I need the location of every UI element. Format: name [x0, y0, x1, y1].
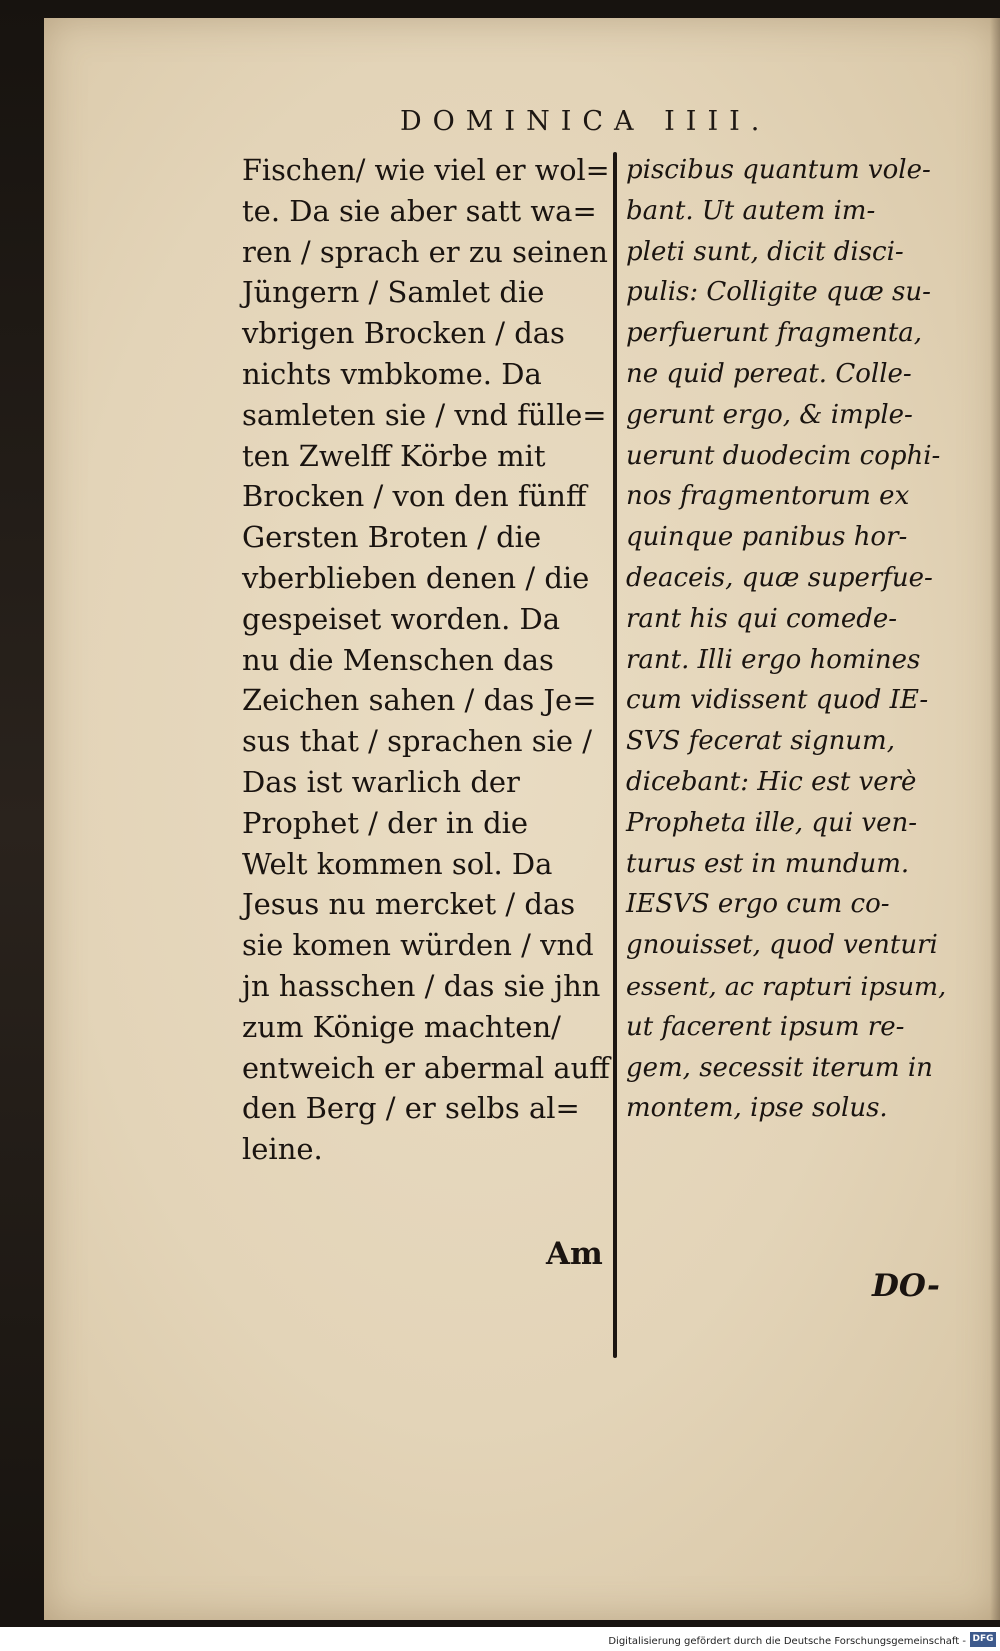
- page-edge-shadow: [990, 18, 1000, 1620]
- german-text-line: Das ist warlich der: [242, 764, 520, 799]
- latin-catchword: DO-: [872, 1268, 940, 1304]
- german-text-line: den Berg / er selbs al=: [242, 1091, 580, 1126]
- german-text-line: Jesus nu mercket / das: [242, 887, 576, 922]
- german-text-line: Zeichen sahen / das Je=: [242, 683, 597, 718]
- latin-text-line: essent, ac rapturi ipsum,: [626, 970, 947, 1001]
- latin-text-line: turus est in mundum.: [626, 848, 910, 879]
- latin-text-line: gem, secessit iterum in: [626, 1052, 933, 1083]
- german-text-line: entweich er abermal auff: [242, 1050, 610, 1085]
- latin-text-line: pleti sunt, dicit disci-: [626, 236, 904, 267]
- latin-text-line: gnouisset, quod venturi: [626, 930, 938, 961]
- german-text-line: samleten sie / vnd fülle=: [242, 397, 607, 432]
- latin-text-line: ne quid pereat. Colle-: [626, 358, 912, 389]
- german-text-line: gespeiset worden. Da: [242, 601, 561, 636]
- latin-text-line: cum vidissent quod IE-: [626, 685, 929, 716]
- latin-text-line: gerunt ergo, & imple-: [626, 399, 913, 430]
- latin-text-line: perfuerunt fragmenta,: [626, 318, 923, 349]
- german-text-line: Fischen/ wie viel er wol=: [242, 153, 610, 187]
- latin-text-line: piscibus quantum vole-: [626, 155, 931, 185]
- german-text-line: nu die Menschen das: [242, 642, 554, 677]
- german-text-line: zum Könige machten/: [242, 1009, 561, 1044]
- latin-text-line: Propheta ille, qui ven-: [626, 807, 918, 838]
- latin-text-line: deaceis, quæ superfue-: [626, 562, 933, 593]
- column-divider: [613, 152, 617, 1358]
- german-text-column: [242, 150, 612, 1170]
- german-text-line: Prophet / der in die: [242, 805, 529, 840]
- german-text-line: leine.: [242, 1132, 323, 1167]
- latin-text-column: [626, 150, 948, 1129]
- footer-credit-text: Digitalisierung gefördert durch die Deutsche Forschungsgemeinschaft -: [608, 1636, 966, 1647]
- german-text-line: vbrigen Brocken / das: [242, 316, 565, 351]
- german-text-line: Jüngern / Samlet die: [242, 275, 545, 310]
- german-text-line: Welt kommen sol. Da: [242, 846, 553, 881]
- latin-text-line: quinque panibus hor-: [626, 522, 908, 553]
- german-text-line: ten Zwelff Körbe mit: [242, 438, 546, 473]
- latin-text-line: nos fragmentorum ex: [626, 481, 910, 512]
- latin-text-line: dicebant: Hic est verè: [626, 766, 917, 797]
- german-text-line: ren / sprach er zu seinen: [242, 234, 608, 269]
- latin-text-line: uerunt duodecim cophi-: [626, 440, 941, 471]
- latin-text-line: ut facerent ipsum re-: [626, 1011, 905, 1042]
- german-text-line: te. Da sie aber satt wa=: [242, 193, 597, 228]
- running-head: DOMINICA IIII.: [400, 106, 771, 137]
- german-text-line: vberblieben denen / die: [242, 560, 590, 595]
- german-text-line: jn hasschen / das sie jhn: [242, 968, 601, 1003]
- latin-text-line: pulis: Colligite quæ su-: [626, 277, 931, 308]
- latin-text-line: IESVS ergo cum co-: [626, 889, 890, 920]
- german-text-line: Brocken / von den fünff: [242, 479, 587, 514]
- german-text-line: sie komen würden / vnd: [242, 928, 594, 963]
- german-text-line: sus that / sprachen sie /: [242, 724, 593, 759]
- latin-text-line: bant. Ut autem im-: [626, 195, 876, 226]
- latin-text-line: montem, ipse solus.: [626, 1093, 888, 1124]
- german-text-line: nichts vmbkome. Da: [242, 356, 542, 391]
- german-catchword: Am: [546, 1236, 603, 1272]
- latin-text-line: SVS fecerat signum,: [626, 726, 895, 757]
- dfg-logo: DFG: [970, 1632, 996, 1647]
- latin-text-line: rant his qui comede-: [626, 603, 898, 634]
- latin-text-line: rant. Illi ergo homines: [626, 644, 921, 675]
- digitization-footer: [0, 1627, 1000, 1651]
- german-text-line: Gersten Broten / die: [242, 520, 542, 555]
